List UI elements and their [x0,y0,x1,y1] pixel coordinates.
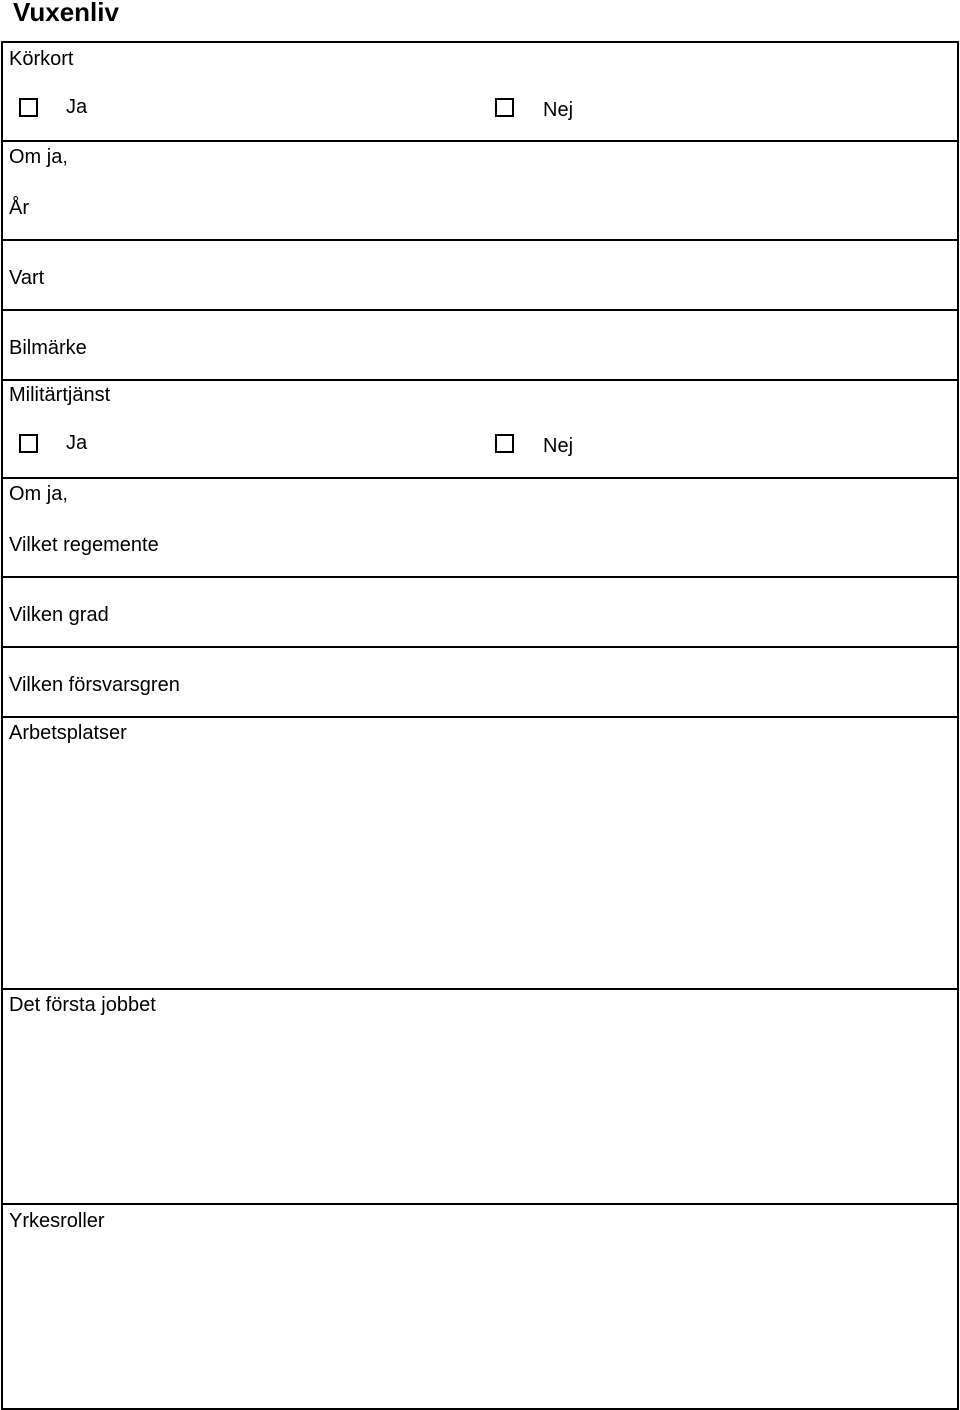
adult-life-form [1,41,959,1410]
military-service-yes-label: Ja [66,432,88,454]
job-roles-label: Yrkesroller [9,1210,105,1232]
car-brand-label: Bilmärke [9,337,87,359]
workplaces-label: Arbetsplatser [9,722,127,744]
first-job-label: Det första jobbet [9,994,156,1016]
military-service-no-label: Nej [543,435,574,457]
branch-label: Vilken försvarsgren [9,674,180,696]
drivers-license-no-checkbox[interactable] [495,98,514,117]
page-title: Vuxenliv [13,0,119,27]
military-service-yes-checkbox[interactable] [19,434,38,453]
regiment-row[interactable] [3,479,957,578]
branch-row[interactable] [3,648,957,718]
drivers-license-yes-checkbox[interactable] [19,98,38,117]
drivers-license-no-label: Nej [543,99,574,121]
military-if-yes-label: Om ja, [9,483,68,505]
license-where-label: Vart [9,267,45,289]
drivers-license-section [3,43,957,142]
license-if-yes-label: Om ja, [9,146,68,168]
workplaces-section[interactable] [3,718,957,990]
first-job-section[interactable] [3,990,957,1205]
license-where-row[interactable] [3,241,957,311]
license-year-row[interactable] [3,142,957,241]
drivers-license-label: Körkort [9,48,74,70]
military-service-no-checkbox[interactable] [495,434,514,453]
military-service-label: Militärtjänst [9,384,111,406]
drivers-license-yes-label: Ja [66,96,88,118]
license-year-label: År [9,197,29,219]
regiment-label: Vilket regemente [9,534,159,556]
rank-label: Vilken grad [9,604,109,626]
rank-row[interactable] [3,578,957,648]
military-service-section [3,381,957,479]
job-roles-section[interactable] [3,1205,957,1408]
car-brand-row[interactable] [3,311,957,381]
